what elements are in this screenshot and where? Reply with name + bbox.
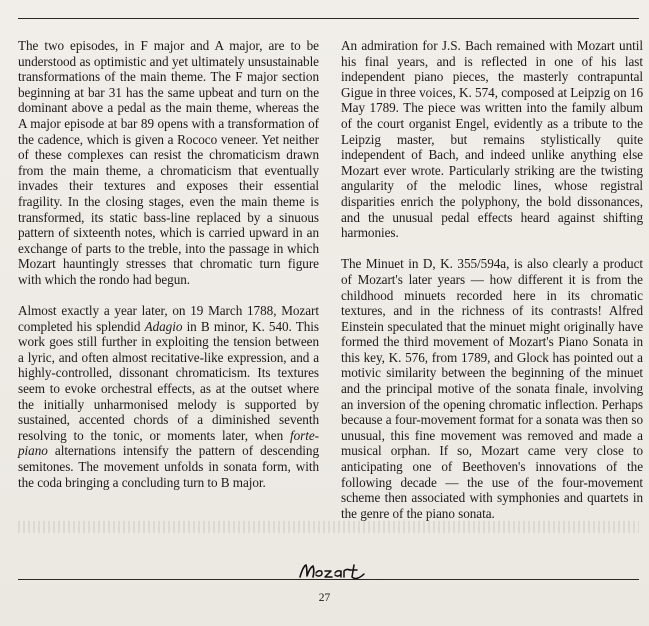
- forte-piano-term: forte-piano: [18, 427, 319, 459]
- left-column: [18, 38, 319, 490]
- left-paragraph-2-part-2: in B minor, K. 540. This work goes still further in exploiting the tension between a lyric, and often almost recitative-like expression, and a highly-controlled, dissonant chromaticism. Its textures seem to evoke orchestral effects, as at the outset where the initially unharmonised melody is supported by sustained, accented chords of a diminished seventh resolving to the tonic, or moments later, when: [18, 318, 319, 443]
- left-paragraph-2: [18, 303, 319, 490]
- left-paragraph-1: The two episodes, in F major and A major, are to be understood as optimistic and yet ultimately unsustainable transformations of the main theme. The F major section beginning at bar 31 has the same upbeat and turn on the dominant above a pedal as the main theme, whereas the A major episode at bar 89 opens with a transformation of the cadence, which is given a Rococo veneer. Yet neither of these complexes can resist the chromaticism drawn from the main theme, a chromaticism that eventually invades their textures and exposes their essential fragility. In the closing stages, even the main theme is transformed, its static bass-line replaced by a sinuous pattern of sixteenth notes, which is carried upward in an exchange of parts to the treble, into the passage in which Mozart hauntingly stresses that chromatic turn figure with which the rondo had begun.: [18, 38, 319, 287]
- left-paragraph-2-part-1: Almost exactly a year later, on 19 March 1788, Mozart completed his splendid: [18, 303, 319, 334]
- left-paragraph-2-part-3: alternations intensify the pattern of descending semitones. The movement unfolds in sonata form, with the coda bringing a concluding turn to B major.: [18, 443, 319, 490]
- right-paragraph-1: An admiration for J.S. Bach remained with Mozart until his final years, and is reflected in one of his last independent piano pieces, the masterly contrapuntal Gigue in three voices, K. 574, composed at Leipzig on 16 May 1789. The piece was written into the family album of the court organist Engel, evidently as a tribute to the Leipzig master, but remains stylistically quite independent of Bach, and indeed unlike anything else Mozart ever wrote. Particularly striking are the twisting angularity of the melodic lines, whose registral disparities enrich the polyphony, the bold dissonances, and the unusual pedal effects heard against shifting harmonies.: [341, 38, 643, 241]
- page-number: 27: [318, 592, 331, 604]
- right-paragraph-2: The Minuet in D, K. 355/594a, is also clearly a product of Mozart's later years — how different it is from the childhood minuets recorded here in its chromatic textures, and in the richness of its contrasts! Alfred Einstein speculated that the minuet might originally have formed the third movement of Mozart's Piano Sonata in this key, K. 576, from 1789, and Glock has pointed out a motivic similarity between the beginning of the minuet and the principal motive of the sonata finale, involving an inversion of the opening chromatic inflection. Perhaps because a four-movement format for a sonata was then so unusual, this fine movement was removed and made a musical orphan. If so, Mozart came very close to anticipating one of Beethoven's innovations of the following decade — the use of the four-movement scheme then associated with symphonies and quartets in the genre of the piano sonata.: [341, 256, 643, 521]
- adagio-title: Adagio: [144, 318, 183, 334]
- right-column: [341, 38, 643, 521]
- bottom-rule: [18, 579, 639, 580]
- show-through-text: [18, 521, 639, 533]
- top-rule: [18, 18, 639, 19]
